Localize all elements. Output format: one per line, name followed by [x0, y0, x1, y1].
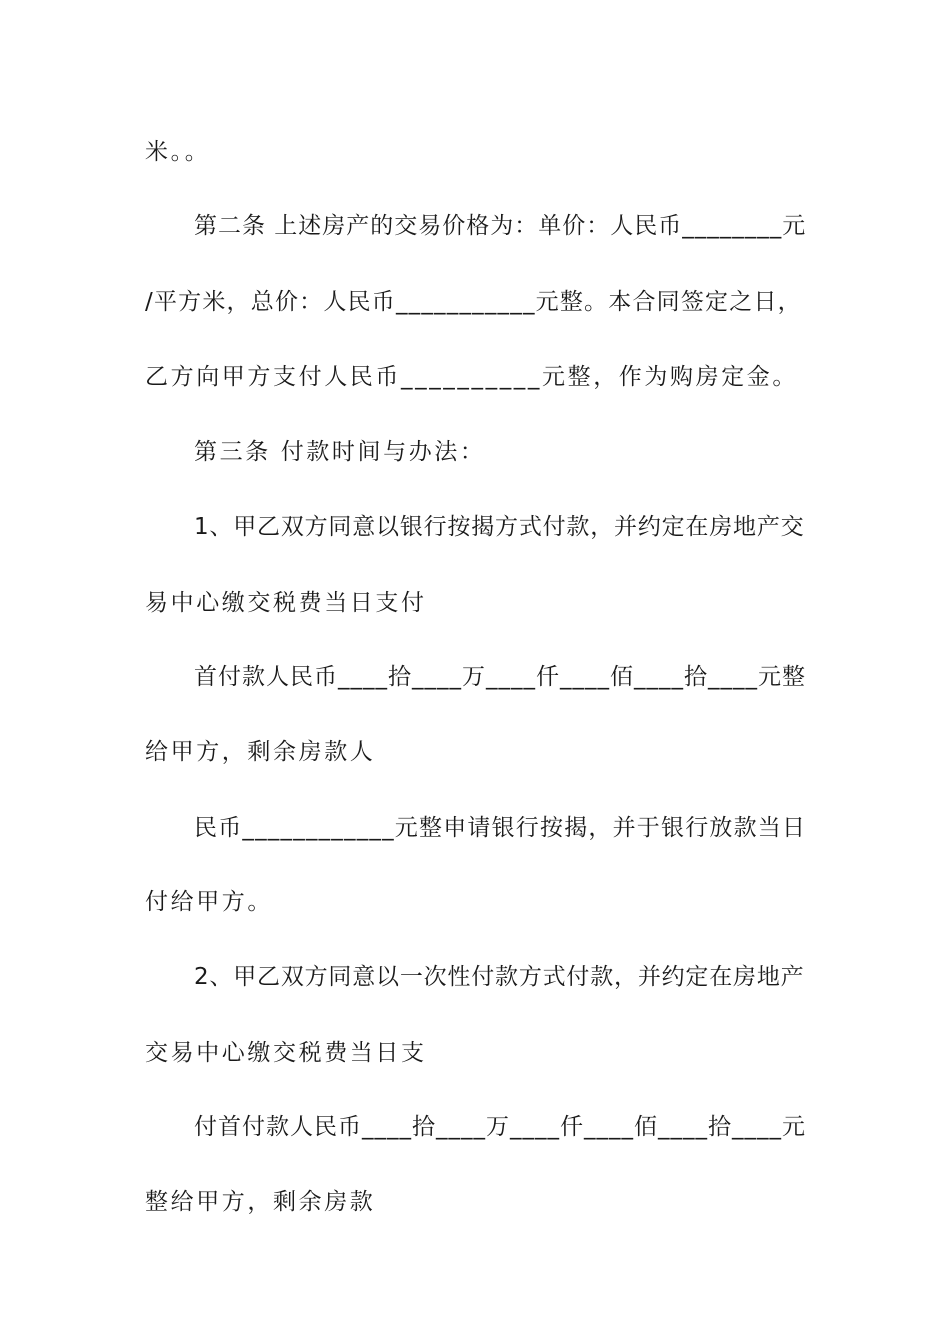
text-line: /平方米，总价：人民币___________元整。本合同签定之日，: [145, 289, 802, 315]
text-line: 整给甲方，剩余房款: [145, 1189, 376, 1215]
text-line: 给甲方，剩余房款人: [145, 739, 376, 765]
text-line: 交易中心缴交税费当日支: [145, 1040, 427, 1066]
text-line: 首付款人民币____拾____万____仟____佰____拾____元整: [194, 664, 806, 690]
text-line: 2、甲乙双方同意以一次性付款方式付款，并约定在房地产: [194, 964, 805, 990]
text-line: 第二条 上述房产的交易价格为：单价：人民币________元: [194, 213, 807, 239]
text-line: 1、甲乙双方同意以银行按揭方式付款，并约定在房地产交: [194, 514, 805, 540]
text-line: 付给甲方。: [145, 889, 273, 915]
text-line: 米。。: [145, 139, 211, 165]
text-line: 易中心缴交税费当日支付: [145, 590, 427, 616]
text-line: 乙方向甲方支付人民币__________元整，作为购房定金。: [145, 364, 798, 390]
text-line: 民币____________元整申请银行按揭，并于银行放款当日: [194, 815, 807, 841]
text-line: 第三条 付款时间与办法：: [194, 439, 486, 465]
text-line: 付首付款人民币____拾____万____仟____佰____拾____元: [194, 1114, 806, 1140]
